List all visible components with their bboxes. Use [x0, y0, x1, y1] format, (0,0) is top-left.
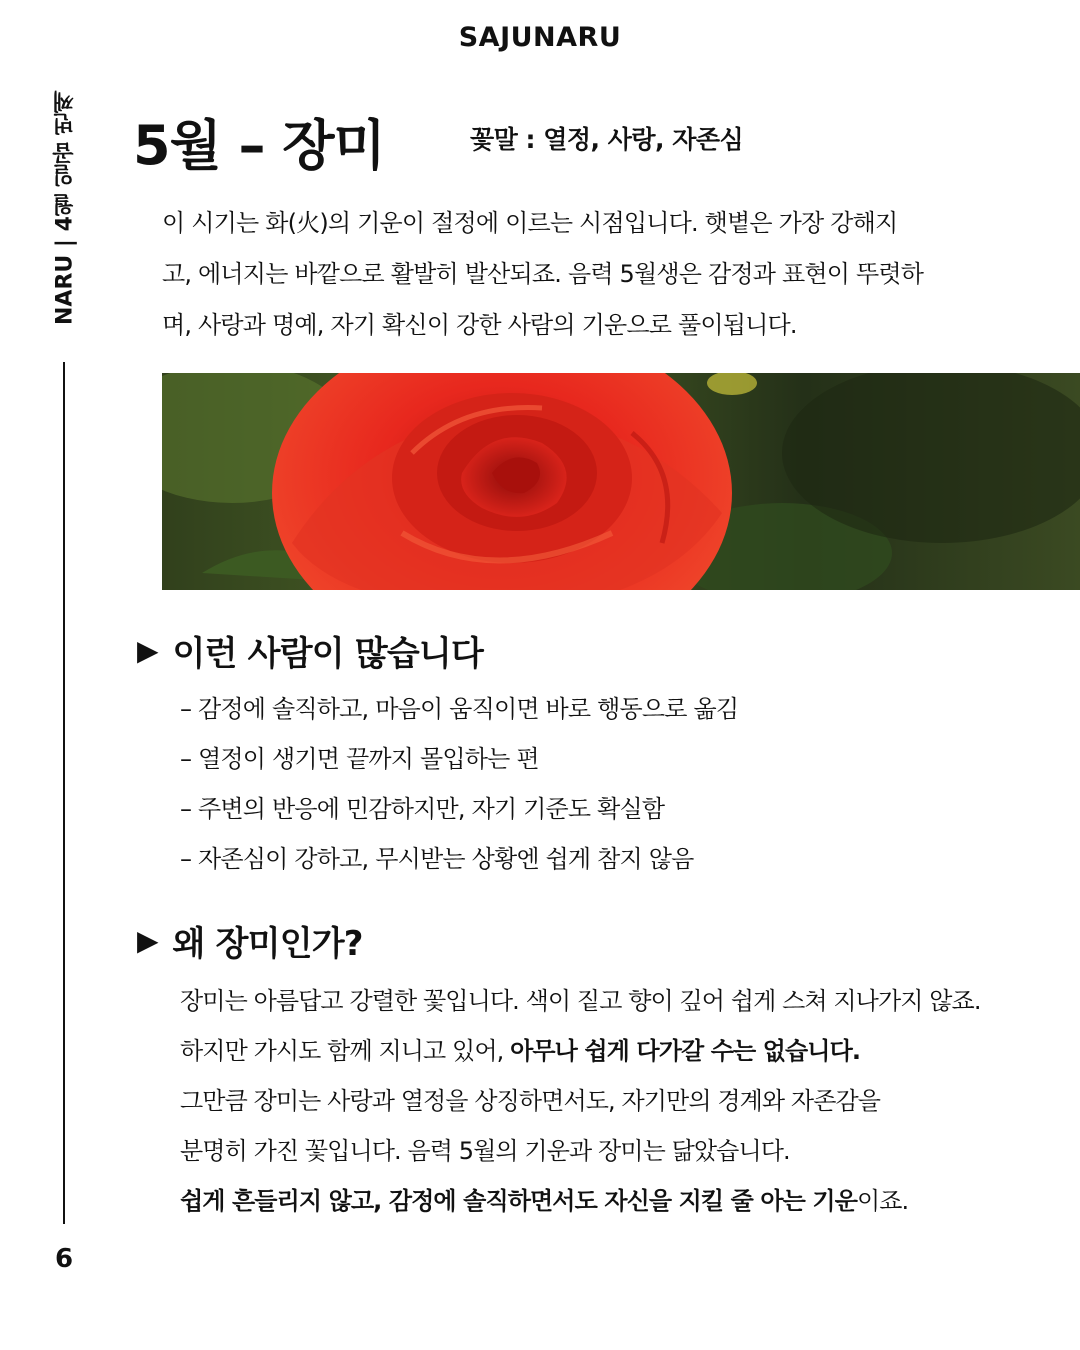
why-paragraph [180, 976, 1060, 1226]
side-divider [63, 362, 65, 1224]
why-text: 하지만 가시도 함께 지니고 있어, [180, 1037, 511, 1065]
page-number: 6 [54, 1244, 74, 1274]
brand-header: SAJUNARU [458, 22, 622, 53]
section-heading-traits [137, 626, 483, 675]
list-item: – 열정이 생기면 끝까지 몰입하는 편 [180, 745, 539, 773]
why-line: 분명히 가진 꽃입니다. 음력 5월의 기운과 장미는 닮았습니다. [180, 1137, 790, 1165]
rose-photo [162, 373, 1080, 590]
why-emphasis: 쉽게 흔들리지 않고, 감정에 솔직하면서도 자신을 지킬 줄 아는 기운 [180, 1187, 857, 1215]
flower-meaning: 꽃말 : 열정, 사랑, 자존심 [470, 125, 744, 154]
running-title: NARU | 4월 일곱 번째 [52, 90, 78, 325]
why-line: 장미는 아름답고 강렬한 꽃입니다. 색이 짙고 향이 깊어 쉽게 스쳐 지나가지 않죠. [180, 987, 981, 1015]
why-line [180, 1176, 1060, 1226]
list-item: – 주변의 반응에 민감하지만, 자기 기준도 확실함 [180, 795, 665, 823]
intro-line: 며, 사랑과 명예, 자기 확신이 강한 사람의 기운으로 풀이됩니다. [162, 311, 797, 339]
intro-line: 이 시기는 화(火)의 기운이 절정에 이르는 시점입니다. 햇볕은 가장 강해지 [162, 209, 898, 237]
traits-list [180, 684, 738, 884]
page-title: 5월 – 장미 [133, 114, 385, 177]
intro-paragraph [162, 198, 1042, 351]
why-text: 이죠. [856, 1187, 909, 1215]
why-emphasis: 아무나 쉽게 다가갈 수는 없습니다. [510, 1037, 861, 1065]
triangle-right-icon: ▶ [137, 923, 159, 957]
triangle-right-icon: ▶ [137, 633, 159, 667]
intro-line: 고, 에너지는 바깥으로 활발히 발산되죠. 음력 5월생은 감정과 표현이 뚜렷하 [162, 260, 924, 288]
list-item: – 자존심이 강하고, 무시받는 상황엔 쉽게 참지 않음 [180, 845, 694, 873]
why-line: 그만큼 장미는 사랑과 열정을 상징하면서도, 자기만의 경계와 자존감을 [180, 1087, 881, 1115]
rose-image [162, 373, 1080, 590]
list-item: – 감정에 솔직하고, 마음이 움직이면 바로 행동으로 옮김 [180, 695, 739, 723]
why-line [180, 1026, 1060, 1076]
section-heading-why [137, 916, 363, 965]
section-heading-label: 이런 사람이 많습니다 [172, 634, 484, 674]
section-heading-label: 왜 장미인가? [172, 924, 363, 964]
